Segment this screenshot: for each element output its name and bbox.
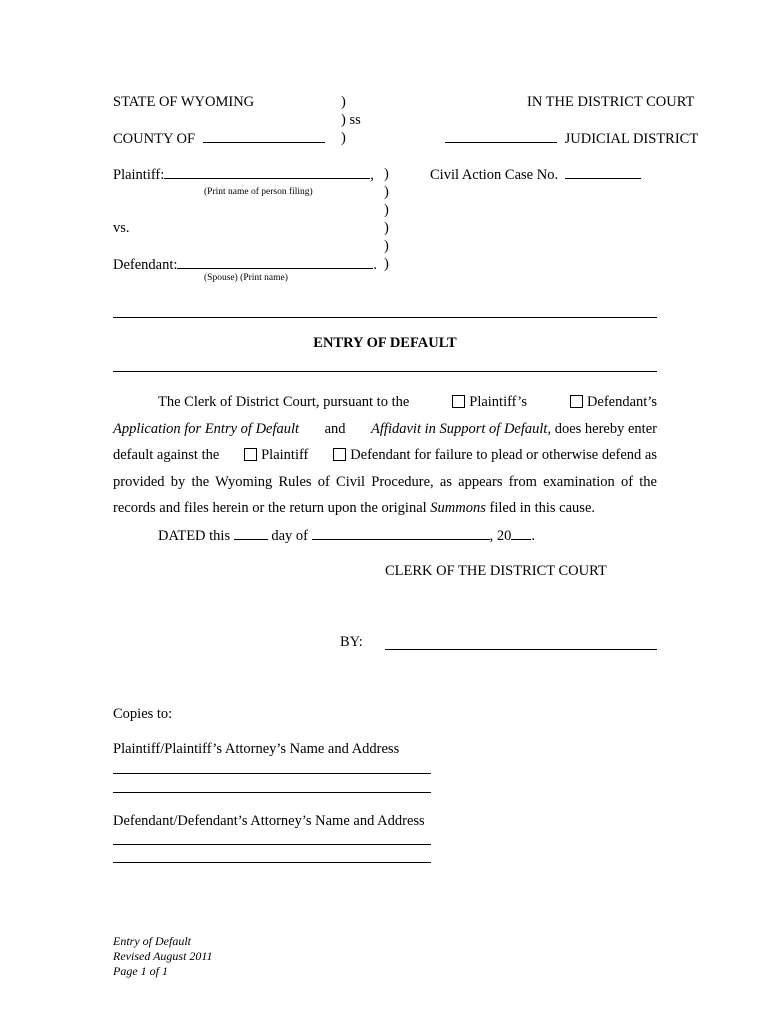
clerk-title: CLERK OF THE DISTRICT COURT [385, 563, 607, 579]
county-blank[interactable] [203, 130, 325, 143]
body-line-5: records and files herein or the return upon the original Summons filed in this cause. [113, 500, 596, 516]
defendant-label: Defendant: [113, 257, 178, 273]
title-rule-bottom [113, 371, 657, 372]
plaintiffs-checkbox[interactable] [452, 395, 465, 408]
defendant-option-label: Defendant for failure to plead or otherwise defend as [350, 447, 657, 463]
caption-paren: ) [341, 130, 346, 146]
plaintiff-checkbox[interactable] [244, 448, 257, 461]
application-title: Application for Entry of Default [113, 421, 300, 437]
judicial-district-label: JUDICIAL DISTRICT [564, 131, 699, 147]
vs-label: vs. [113, 220, 130, 236]
defendant-address-line[interactable] [113, 844, 431, 845]
dated-line: DATED this day of , 20 . [158, 528, 535, 544]
year-blank[interactable] [511, 527, 531, 540]
defendant-name-blank[interactable] [177, 256, 373, 269]
civil-action-label: Civil Action Case No. [430, 167, 559, 183]
footer [113, 934, 213, 979]
ss-label: ) ss [341, 112, 361, 128]
plaintiff-option-label: Plaintiff [261, 447, 309, 463]
body-line-1 [113, 394, 657, 411]
body-text: The Clerk of District Court, pursuant to the [158, 394, 410, 410]
caption-paren: ) [384, 184, 389, 200]
copies-label: Copies to: [113, 706, 173, 722]
body-line-2: Application for Entry of Default and Affidavit in Support of Default, does hereby enter [113, 421, 657, 437]
district-row [445, 130, 698, 148]
copies-plaintiff-label: Plaintiff/Plaintiff’s Attorney’s Name and Address [113, 741, 400, 757]
footer-page-number: Page 1 of 1 [113, 964, 168, 978]
caption-paren: ) [384, 238, 389, 254]
body-line-3: default against the Plaintiff Defendant for failure to plead or otherwise defend as [113, 447, 657, 463]
by-label: BY: [340, 634, 363, 650]
county-label: COUNTY OF [113, 131, 196, 147]
caption-paren: ) [341, 94, 346, 110]
defendants-option-label: Defendant’s [586, 394, 657, 410]
signature-line[interactable] [385, 649, 657, 650]
copies-defendant-label: Defendant/Defendant’s Attorney’s Name and Address [113, 813, 425, 829]
caption-paren: ) [384, 166, 389, 182]
caption-paren: ) [384, 256, 389, 272]
day-blank[interactable] [234, 527, 268, 540]
plaintiff-name-blank[interactable] [164, 166, 370, 179]
affidavit-title: Affidavit in Support of Default [371, 421, 548, 437]
case-number-blank[interactable] [565, 166, 641, 179]
plaintiff-hint: (Print name of person filing) [204, 187, 313, 197]
civil-action-row [430, 166, 641, 184]
defendant-address-line[interactable] [113, 862, 431, 863]
title-rule-top [113, 317, 657, 318]
body-line-4: provided by the Wyoming Rules of Civil Procedure, as appears from examination of the [113, 474, 657, 490]
document-title: ENTRY OF DEFAULT [313, 335, 457, 351]
dated-label: DATED this [158, 528, 231, 544]
district-number-blank[interactable] [445, 130, 557, 143]
caption-paren: ) [384, 220, 389, 236]
plaintiff-address-line[interactable] [113, 792, 431, 793]
defendant-checkbox[interactable] [333, 448, 346, 461]
defendant-hint: (Spouse) (Print name) [204, 273, 288, 283]
state-label: STATE OF WYOMING [113, 94, 255, 110]
defendant-row: Defendant: . [113, 257, 378, 273]
day-of-label: day of [271, 528, 308, 544]
plaintiff-row: Plaintiff: , [113, 167, 374, 183]
county-row [113, 130, 325, 148]
caption-paren: ) [384, 202, 389, 218]
plaintiffs-option-label: Plaintiff’s [469, 394, 527, 410]
court-label: IN THE DISTRICT COURT [527, 94, 695, 110]
summons-title: Summons [430, 500, 486, 516]
defendants-checkbox[interactable] [570, 395, 583, 408]
footer-form-name: Entry of Default [113, 934, 191, 948]
plaintiff-address-line[interactable] [113, 773, 431, 774]
footer-revision: Revised August 2011 [113, 949, 213, 963]
month-blank[interactable] [312, 527, 490, 540]
plaintiff-label: Plaintiff: [113, 167, 165, 183]
